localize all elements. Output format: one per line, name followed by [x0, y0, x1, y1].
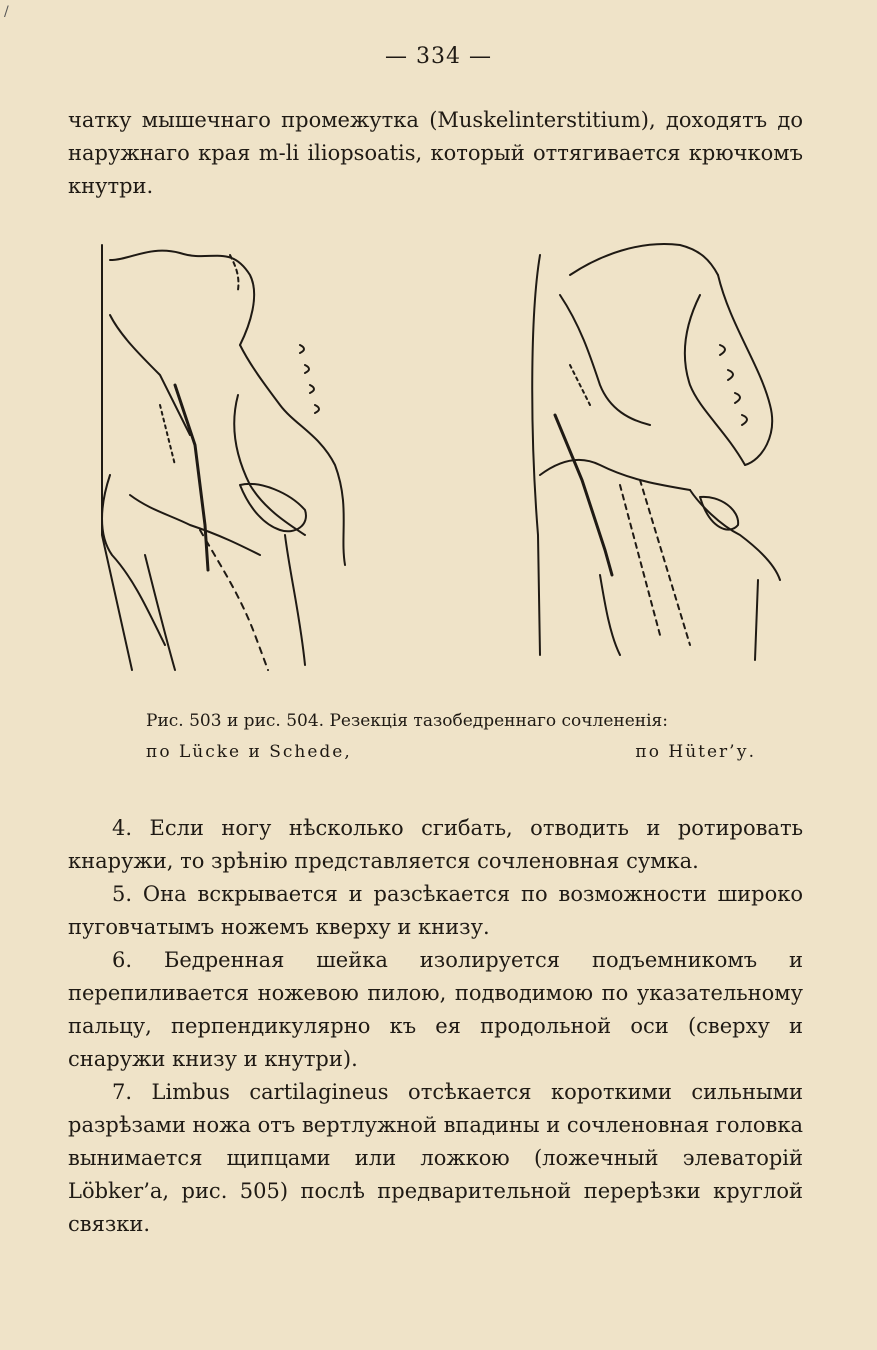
caption-line-1: Рис. 503 и рис. 504. Резекція тазобедреннаго сочлененія:	[146, 711, 668, 731]
page-number: — 334 —	[385, 44, 492, 69]
intro-text: чатку мышечнаго промежутка (Muskelinterstitium), доходятъ до наружнаго края m-li iliopsoatis, который оттягивается крючкомъ кнутри.	[68, 108, 803, 198]
step-5: 5. Она вскрывается и разсѣкается по возможности широко пуговчатымъ ножемъ кверху и книзу.	[68, 882, 803, 939]
figure-caption	[146, 706, 756, 768]
caption-right-attribution: по Hüter’у.	[635, 742, 756, 762]
numbered-steps	[68, 812, 803, 1241]
corner-mark: /	[4, 4, 9, 20]
figure-503-hip-drawing	[90, 235, 370, 680]
figures-503-504	[0, 235, 877, 685]
step-4: 4. Если ногу нѣсколько сгибать, отводить и ротировать кнаружи, то зрѣнію представляется сочленовная сумка.	[68, 816, 803, 873]
intro-paragraph	[68, 104, 803, 203]
step-6: 6. Бедренная шейка изолируется подъемникомъ и перепиливается ножевою пилою, подводимою по указательному пальцу, перпендикулярно къ ея продольной оси (сверху и снаружи книзу и кнутри).	[68, 948, 803, 1071]
caption-line-2	[146, 737, 756, 768]
figure-504-hip-drawing	[500, 235, 790, 665]
caption-left-attribution: по Lücke и Schede,	[146, 742, 352, 762]
step-7: 7. Limbus cartilagineus отсѣкается короткими сильными разрѣзами ножа отъ вертлужной впадины и сочленовная головка вынимается щипцами или ложкою (ложечный элеваторій Löbker’а, рис. 505) послѣ предварительной перерѣзки круглой связки.	[68, 1080, 803, 1236]
